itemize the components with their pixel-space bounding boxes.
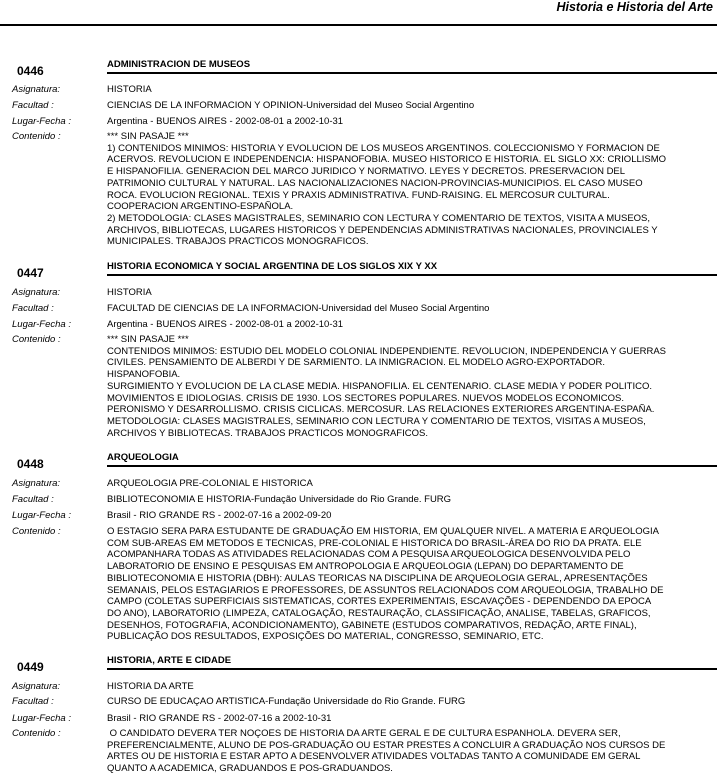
contenido-line: DO ANO), LABORATORIO (LIMPEZA, CATALOGAÇÃO, RESTAURAÇÃO, CLASSIFICAÇÃO, ANALISE, TABELAS, GRAFICOS, [107, 607, 651, 619]
entry-divider [107, 72, 717, 74]
contenido-line: COM SUB-AREAS EM METODOS E TECNICAS, PRE-COLONIAL E HISTORICA DO BRASIL-ÁREA DO RIO DA PRATA. ELE [107, 537, 642, 549]
contenido-line: QUANTO A ACADEMICA, GRADUANDOS E POS-GRADUANDOS. [107, 763, 393, 775]
contenido-line: ACOMPANHARA TODAS AS ATIVIDADES RELACIONADAS COM A PESQUISA ARQUEOLOGICA DESENVOLVIDA PELO [107, 549, 631, 561]
lugar-fecha-value: Brasil - RIO GRANDE RS - 2002-07-16 a 2002-10-31 [107, 713, 332, 724]
lugar-fecha-label: Lugar-Fecha : [12, 319, 71, 330]
asignatura-label: Asignatura: [12, 84, 61, 95]
entry-divider [107, 668, 717, 670]
asignatura-value: ARQUEOLOGIA PRE-COLONIAL E HISTORICA [107, 478, 313, 489]
lugar-fecha-label: Lugar-Fecha : [12, 510, 71, 521]
contenido-line: CONTENIDOS MINIMOS: ESTUDIO DEL MODELO COLONIAL INDEPENDIENTE. REVOLUCION, INDEPENDENCIA Y GUERRAS [107, 345, 667, 357]
page-title: Historia e Historia del Arte [556, 0, 713, 14]
entry-title: ADMINISTRACION DE MUSEOS [107, 59, 251, 70]
lugar-fecha-value: Argentina - BUENOS AIRES - 2002-08-01 a 2002-10-31 [107, 116, 344, 127]
entry-title: ARQUEOLOGIA [107, 452, 179, 463]
facultad-label: Facultad : [12, 303, 54, 314]
asignatura-label: Asignatura: [12, 681, 61, 692]
contenido-line: CIVILES. PENSAMIENTO DE ALBERDI Y DE SARMIENTO. LA INMIGRACION. EL MODELO AGRO-EXPORTADOR. [107, 357, 605, 369]
facultad-value: BIBLIOTECONOMIA E HISTORIA-Fundação Universidade do Rio Grande. FURG [107, 494, 452, 505]
entry-number: 0447 [17, 266, 44, 280]
asignatura-value: HISTORIA [107, 84, 152, 95]
facultad-value: CIENCIAS DE LA INFORMACION Y OPINION-Universidad del Museo Social Argentino [107, 100, 475, 111]
entry-number: 0449 [17, 660, 44, 674]
lugar-fecha-label: Lugar-Fecha : [12, 713, 71, 724]
contenido-line: ARCHIVOS, BIBLIOTECAS, LUGARES HISTORICOS Y DEPENDENCIAS ADMINISTRATIVAS NACIONALES, PROVINCIALES Y [107, 224, 658, 236]
entry-divider [107, 465, 717, 467]
facultad-value: FACULTAD DE CIENCIAS DE LA INFORMACION-Universidad del Museo Social Argentino [107, 303, 490, 314]
contenido-line: HISPANOFOBIA. [107, 369, 181, 381]
contenido-line: ARTES OU DE HISTORIA E ESTAR APTO A DESENVOLVER ATIVIDADES VOLTADAS TANTO A COMUNIDADE EM GERAL [107, 751, 641, 763]
contenido-label: Contenido : [12, 334, 61, 345]
facultad-value: CURSO DE EDUCAÇAO ARTISTICA-Fundação Universidade do Rio Grande. FURG [107, 696, 466, 707]
contenido-text [107, 526, 713, 643]
contenido-line: PUBLICAÇÃO DOS RESULTADOS, EXPOSIÇÕES DO MATERIAL, CONGRESSO, SEMINARIO, ETC. [107, 631, 544, 643]
contenido-line: E HISPANOFILIA. GENERACION DEL MARCO JURIDICO Y NORMATIVO. LEYES Y DECRETOS. PRESERVACION DEL [107, 166, 626, 178]
contenido-line: 1) CONTENIDOS MINIMOS: HISTORIA Y EVOLUCION DE LOS MUSEOS ARGENTINOS. COLECCIONISMO Y FORMACION DE [107, 142, 660, 154]
contenido-line: DESENHOS, FOTOGRAFIA, ACONDICIONAMENTO), GABINETE (ESTUDOS COMPARATIVOS, REDAÇÃO, ARTE FINAL), [107, 619, 637, 631]
contenido-line: O ESTAGIO SERA PARA ESTUDANTE DE GRADUAÇÃO EM HISTORIA, EM QUALQUER NIVEL. A MATERIA E ARQUEOLOGIA [107, 526, 660, 537]
contenido-line: CAMPO (COLETAS SUPERFICIAIS SISTEMATICAS, CORTES EXPERIMENTAIS, ESCAVAÇÕES - DEPENDENDO DA EPOCA [107, 596, 652, 608]
asignatura-value: HISTORIA [107, 287, 152, 298]
contenido-line: LABORATORIO DE ENSINO E PESQUISAS EM ANTROPOLOGIA E ARQUEOLOGIA (LEPAN) DO DEPARTAMENTO DE [107, 561, 624, 573]
asignatura-value: HISTORIA DA ARTE [107, 681, 194, 692]
contenido-line: BIBLIOTECONOMIA E HISTORIA (DBH): AULAS TEORICAS NA DISCIPLINA DE ARQUEOLOGIA GERAL, APRESENTAÇÕES [107, 572, 648, 584]
contenido-line: SURGIMIENTO Y EVOLUCION DE LA CLASE MEDIA. HISPANOFILIA. EL CENTENARIO. CLASE MEDIA Y PODER POLITICO. [107, 380, 652, 392]
contenido-text [107, 728, 713, 775]
contenido-line: ACERVOS. REVOLUCION E INDEPENDENCIA: HISPANOFOBIA. MUSEO HISTORICO E HISTORIA. EL SIGLO XX: CRIOLLISMO [107, 154, 667, 166]
entry-number: 0446 [17, 64, 44, 78]
facultad-label: Facultad : [12, 696, 54, 707]
contenido-line: SEMANAIS, PELOS ESTAGIARIOS E PROFESSORES, DE ASSUNTOS RELACIONADOS COM ARQUEOLOGIA, TRABALHO DE [107, 584, 664, 596]
lugar-fecha-value: Brasil - RIO GRANDE RS - 2002-07-16 a 2002-09-20 [107, 510, 332, 521]
contenido-line: ARCHIVOS Y BIBLIOTECAS. TRABAJOS PRACTICOS MONOGRAFICOS. [107, 427, 428, 439]
facultad-label: Facultad : [12, 494, 54, 505]
entry-title: HISTORIA ECONOMICA Y SOCIAL ARGENTINA DE LOS SIGLOS XIX Y XX [107, 261, 438, 272]
entry-divider [107, 274, 717, 276]
contenido-line: O CANDIDATO DEVERA TER NOÇOES DE HISTORIA DA ARTE GERAL E DE CULTURA ESPANHOLA. DEVERA SER, [107, 728, 621, 739]
contenido-text [107, 131, 713, 248]
contenido-line: PATRIMONIO CULTURAL Y NATURAL. LAS NACIONALIZACIONES NACION-PROVINCIAS-MUNICIPIOS. EL CASO MUSEO [107, 177, 643, 189]
contenido-line: PERONISMO Y DESARROLLISMO. CRISIS CICLICAS. MERCOSUR. LAS RELACIONES EXTERIORES ARGENTINA-ESPAÑA. [107, 404, 655, 416]
asignatura-label: Asignatura: [12, 287, 61, 298]
contenido-line: *** SIN PASAJE *** [107, 131, 189, 142]
contenido-label: Contenido : [12, 526, 61, 537]
contenido-label: Contenido : [12, 131, 61, 142]
entry-number: 0448 [17, 457, 44, 471]
contenido-line: 2) METODOLOGIA: CLASES MAGISTRALES, SEMINARIO CON LECTURA Y COMENTARIO DE TEXTOS, VISITA A MUSEOS, [107, 212, 651, 224]
page-header [0, 0, 717, 26]
contenido-line: *** SIN PASAJE *** [107, 334, 189, 345]
contenido-line: PREFERENCIALMENTE, ALUNO DE POS-GRADUAÇÃO OU ESTAR PRESTES A CONCLUIR A GRADUAÇÃO NOS CURSOS DE [107, 739, 666, 751]
asignatura-label: Asignatura: [12, 478, 61, 489]
contenido-line: MOVIMIENTOS E IDIOLOGIAS. CRISIS DE 1930. LOS SECTORES POPULARES. NUEVOS MODELOS ECONOMICOS. [107, 392, 624, 404]
contenido-label: Contenido : [12, 728, 61, 739]
entry-title: HISTORIA, ARTE E CIDADE [107, 655, 232, 666]
contenido-line: METODOLOGIA: CLASES MAGISTRALES, SEMINARIO CON LECTURA Y COMENTARIO DE TEXTOS, VISITAS A MUSEOS, [107, 415, 646, 427]
facultad-label: Facultad : [12, 100, 54, 111]
contenido-line: ROCA. EVOLUCION REGIONAL. TEXIS Y PRAXIS ADMINISTRATIVA. FUND-RAISING. EL MERCOSUR CULTURAL. [107, 189, 610, 201]
contenido-line: MUNICIPALES. TRABAJOS PRACTICOS MONOGRAFICOS. [107, 236, 369, 248]
contenido-line: COOPERACION ARGENTINO-ESPAÑOLA. [107, 201, 294, 213]
lugar-fecha-value: Argentina - BUENOS AIRES - 2002-08-01 a 2002-10-31 [107, 319, 344, 330]
contenido-text [107, 334, 713, 439]
lugar-fecha-label: Lugar-Fecha : [12, 116, 71, 127]
